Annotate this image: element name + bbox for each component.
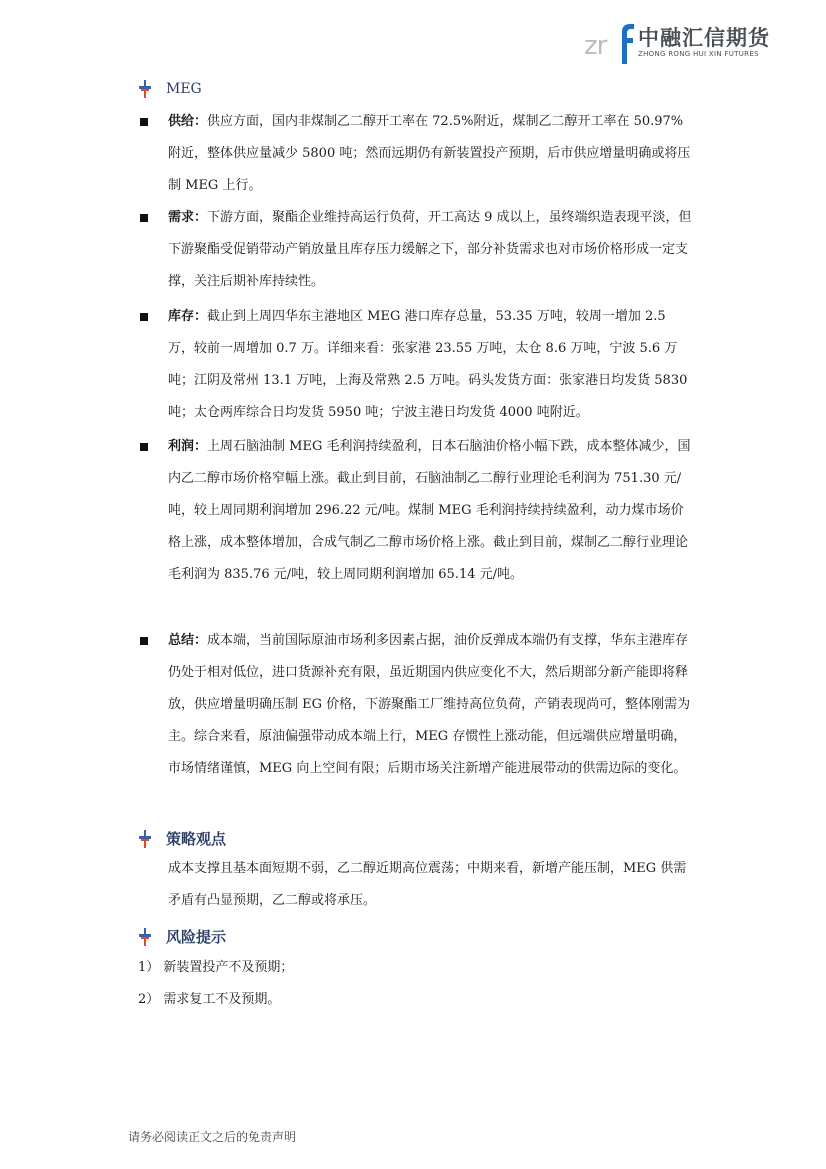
disclaimer-footer: 请务必阅读正文之后的免责声明 [128, 1130, 297, 1144]
paragraph-supply [168, 106, 694, 202]
paragraph-label: 需求： [168, 210, 208, 225]
bullet-icon [140, 214, 148, 222]
section-heading-meg [138, 80, 202, 98]
bullet-icon [140, 118, 148, 126]
paragraph-label: 总结： [168, 633, 208, 648]
paragraph-text: 成本端，当前国际原油市场利多因素占据，油价反弹成本端仍有支撑，华东主港库存仍处于相对低位，进口货源补充有限，虽近期国内供应变化不大，然后期部分新产能即将释放，供应增量明确压制 EG 价格，下游聚酯工厂维持高位负荷，产销表现尚可，整体刚需为主。综合来看，原油偏强带动成本端上行，MEG 存惯性上涨动能，但远端供应增量明确，市场情绪谨慎，MEG 向上空间有限；后期市场关注新增产能进展带动的供需边际的变化。 [168, 633, 691, 776]
section-title: 风险提示 [166, 928, 227, 946]
svg-text:zr: zr [584, 31, 607, 61]
paragraph-text: 下游方面，聚酯企业维持高运行负荷，开工高达 9 成以上，虽终端织造表现平淡，但下游聚酯受促销带动产销放量且库存压力缓解之下，部分补货需求也对市场价格形成一定支撑，关注后期补库持续性。 [168, 210, 692, 289]
bullet-icon [140, 443, 148, 451]
bullet-icon [140, 313, 148, 321]
paragraph-text: 上周石脑油制 MEG 毛利润持续盈利，日本石脑油价格小幅下跌，成本整体减少，国内乙二醇市场价格窄幅上涨。截止到目前，石脑油制乙二醇行业理论毛利润为 751.30 元/吨，较上周同期利润增加 296.22 元/吨。煤制 MEG 毛利润持续持续盈利，动力煤市场价格上涨，成本整体增加，合成气制乙二醇市场价格上涨。截止到目前，煤制乙二醇行业理论毛利润为 835.76 元/吨，较上周同期利润增加 65.14 元/吨。 [168, 439, 691, 582]
section-title: MEG [166, 81, 202, 97]
bullet-icon [140, 637, 148, 645]
company-logo [584, 20, 774, 64]
logo-text-cn: 中融汇信期货 [638, 26, 770, 50]
paragraph-label: 供给： [168, 114, 208, 129]
pushpin-icon [138, 830, 152, 848]
paragraph-profit [168, 431, 694, 591]
logo-mark-icon [584, 20, 634, 64]
paragraph-text: 供应方面，国内非煤制乙二醇开工率在 72.5%附近，煤制乙二醇开工率在 50.97%附近，整体供应量减少 5800 吨；然而远期仍有新装置投产预期，后市供应增量明确或将压制 MEG 上行。 [168, 114, 691, 193]
paragraph-text: 截止到上周四华东主港地区 MEG 港口库存总量，53.35 万吨，较周一增加 2.5 万，较前一周增加 0.7 万。详细来看：张家港 23.55 万吨，太仓 8.6 万吨，宁波 5.6 万吨；江阴及常州 13.1 万吨，上海及常熟 2.5 万吨。码头发货方面：张家港日均发货 5830 吨；太仓两库综合日均发货 5950 吨；宁波主港日均发货 4000 吨附近。 [168, 309, 688, 420]
pushpin-icon [138, 80, 152, 98]
strategy-text: 成本支撑且基本面短期不弱，乙二醇近期高位震荡；中期来看，新增产能压制，MEG 供需矛盾有凸显预期，乙二醇或将承压。 [168, 861, 687, 908]
section-title: 策略观点 [166, 830, 227, 848]
paragraph-label: 利润： [168, 439, 208, 454]
risk-item: 2） 需求复工不及预期。 [138, 992, 281, 1007]
logo-text-en: ZHONG RONG HUI XIN FUTURES [638, 50, 759, 58]
paragraph-label: 库存： [168, 309, 208, 324]
paragraph-demand [168, 202, 694, 298]
paragraph-summary [168, 625, 694, 785]
section-heading-risk [138, 926, 226, 947]
section-heading-strategy [138, 828, 226, 849]
risk-item: 1） 新装置投产不及预期； [138, 960, 294, 975]
paragraph-inventory [168, 301, 694, 429]
pushpin-icon [138, 928, 152, 946]
